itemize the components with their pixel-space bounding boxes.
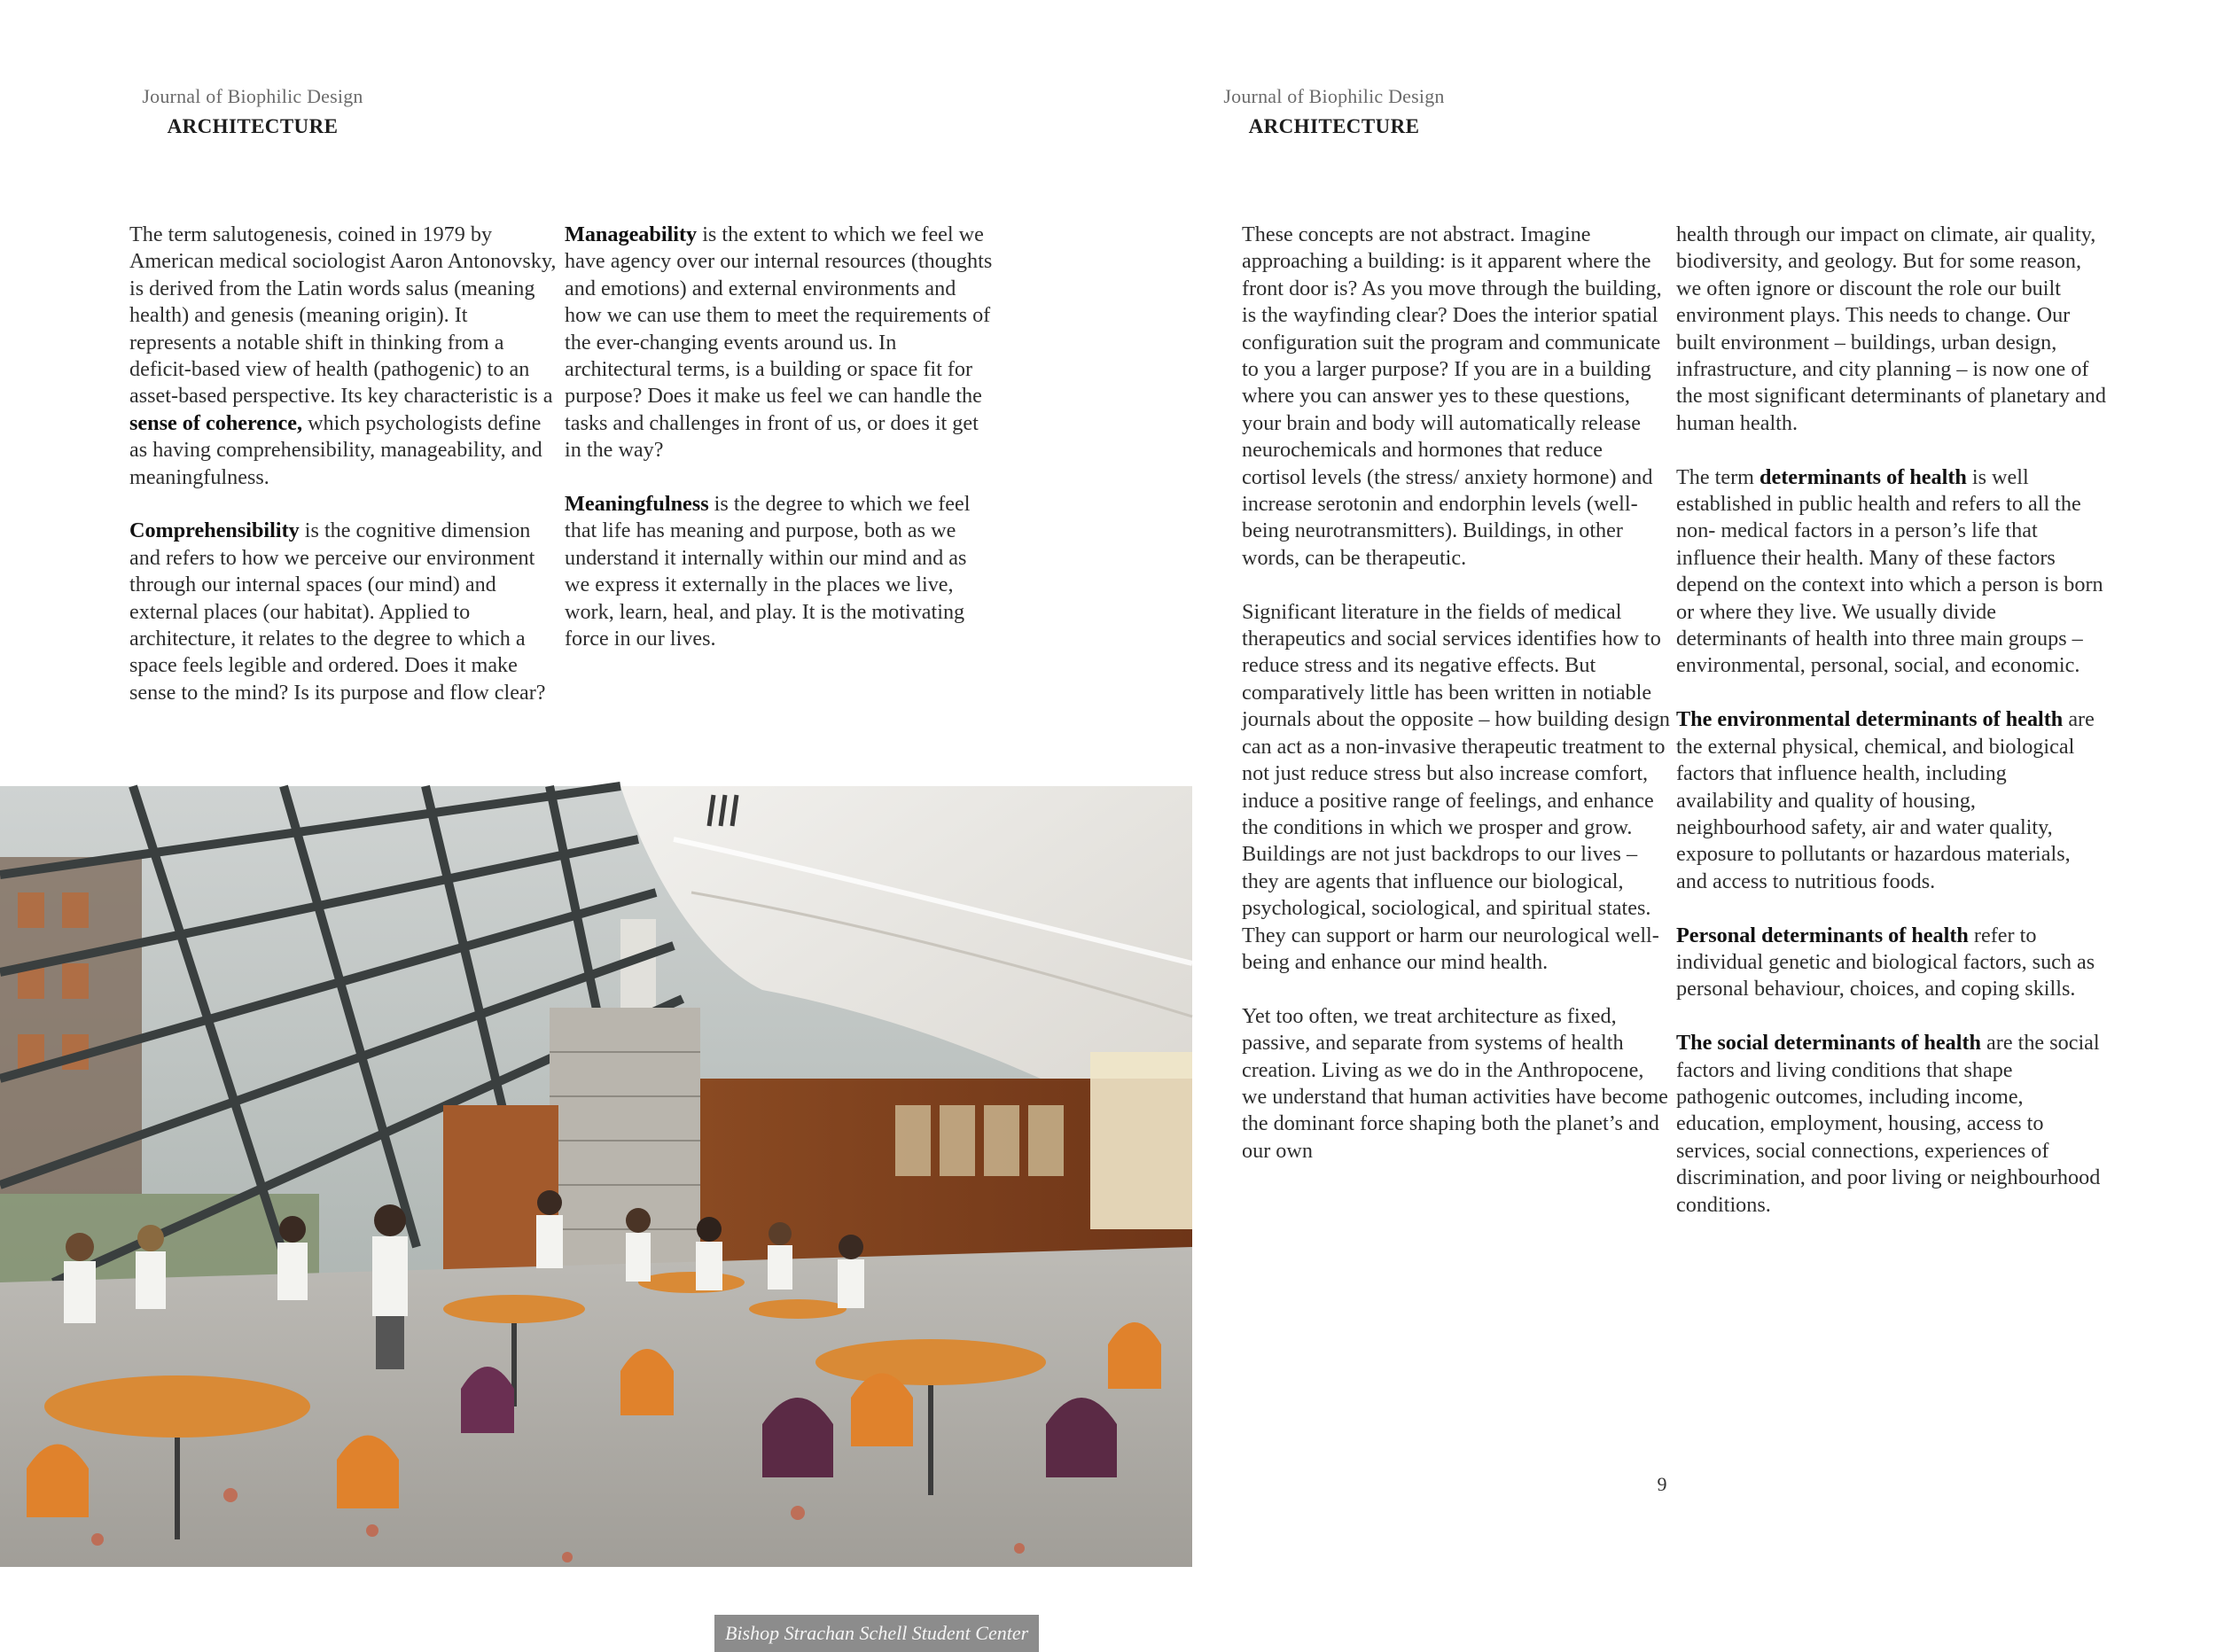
paragraph-manageability: Manageability is the extent to which we feel we have agency over our internal resources (thoughts and emotions) and external environments and how we can use them to meet the requirements of the ever-changing events around us. In architectural terms, is a building or space fit for purpose? Does it make us feel we can handle the tasks and challenges in front of us, or does it get in the way?	[565, 222, 993, 463]
paragraph-built-environment: health through our impact on climate, air quality, biodiversity, and geology. But for some reason, we often ignore or discount the role our built environment plays. This needs to change. Our built environment – buildings, urban design, infrastructure, and city planning – is now one of the most significant determinants of planetary and human health.	[1676, 222, 2106, 435]
paragraph-environmental: The environmental determinants of health are the external physical, chemical, and biological factors that influence health, including availability and quality of housing, neighbourhood safety, air and water quality, exposure to pollutants or hazardous materials, and access to nutritious foods.	[1676, 707, 2095, 893]
column-3	[1242, 222, 1672, 1192]
section-title: ARCHITECTURE	[167, 115, 339, 137]
paragraph-salutogenesis: The term salutogenesis, coined in 1979 by American medical sociologist Aaron Antonovsky, is derived from the Latin words salus (meaning health) and genesis (meaning origin). It represents a notable shift in thinking from a deficit-based view of health (pathogenic) to an asset-based perspective. Its key characteristic is a sense of coherence, which psychologists define as having comprehensibility, manageability, and meaningfulness.	[129, 222, 557, 489]
paragraph-social: The social determinants of health are the social factors and living conditions that shape pathogenic outcomes, including income, education, employment, housing, access to services, social connections, experiences of discrimination, and poor living or neighbourhood conditions.	[1676, 1031, 2101, 1217]
column-2	[565, 222, 995, 680]
journal-title: Journal of Biophilic Design	[142, 85, 363, 107]
photo-caption: Bishop Strachan Schell Student Center	[714, 1615, 1039, 1652]
column-1	[129, 222, 559, 734]
right-page	[1108, 0, 2216, 1567]
column-4	[1676, 222, 2106, 1245]
paragraph-literature: Significant literature in the fields of medical therapeutics and social services identifies how to reduce stress and its negative effects. But comparatively little has been written in notiable journals about the opposite – how building design can act as a non-invasive therapeutic treatment to not just reduce stress but also increase comfort, induce a positive range of feelings, and enhance the conditions in which we prosper and grow. Buildings are not just backdrops to our lives – they are agents that influence our biological, psychological, sociological, and spiritual states. They can support or harm our neurological well-being and enhance our mind health.	[1242, 599, 1671, 974]
paragraph-concepts: These concepts are not abstract. Imagine approaching a building: is it apparent where the front door is? As you move through the building, is the wayfinding clear? Does the interior spatial configuration suit the program and communicate to you a larger purpose? If you are in a building where you can answer yes to these questions, your brain and body will automatically release neurochemicals and hormones that reduce cortisol levels (the stress/ anxiety hormone) and increase serotonin and endorphin levels (well-being neurotransmitters). Buildings, in other words, can be therapeutic.	[1242, 222, 1662, 570]
paragraph-anthropocene: Yet too often, we treat architecture as fixed, passive, and separate from systems of health creation. Living as we do in the Anthropocene, we understand that human activities have become the dominant force shaping both the planet’s and our own	[1242, 1003, 1668, 1163]
page-number: 9	[1657, 1473, 1667, 1495]
section-title: ARCHITECTURE	[1248, 115, 1420, 137]
paragraph-personal: Personal determinants of health refer to individual genetic and biological factors, such as personal behaviour, choices, and coping skills.	[1676, 923, 2095, 1001]
student-center-photo	[0, 786, 1192, 1644]
paragraph-determinants: The term determinants of health is well established in public health and refers to all the non- medical factors in a person’s life that influence their health. Many of these factors depend on the context into which a person is born or where they live. We usually divide determinants of health into three main groups – environmental, personal, social, and economic.	[1676, 464, 2103, 678]
journal-title: Journal of Biophilic Design	[1223, 85, 1445, 107]
paragraph-comprehensibility: Comprehensibility is the cognitive dimension and refers to how we perceive our environment through our internal spaces (our mind) and external places (our habitat). Applied to architecture, it relates to the degree to which a space feels legible and ordered. Does it make sense to the mind? Is its purpose and flow clear?	[129, 518, 546, 705]
paragraph-meaningfulness: Meaningfulness is the degree to which we feel that life has meaning and purpose, both as we understand it internally within our mind and as we express it externally in the places we live, work, learn, heal, and play. It is the motivating force in our lives.	[565, 492, 971, 651]
